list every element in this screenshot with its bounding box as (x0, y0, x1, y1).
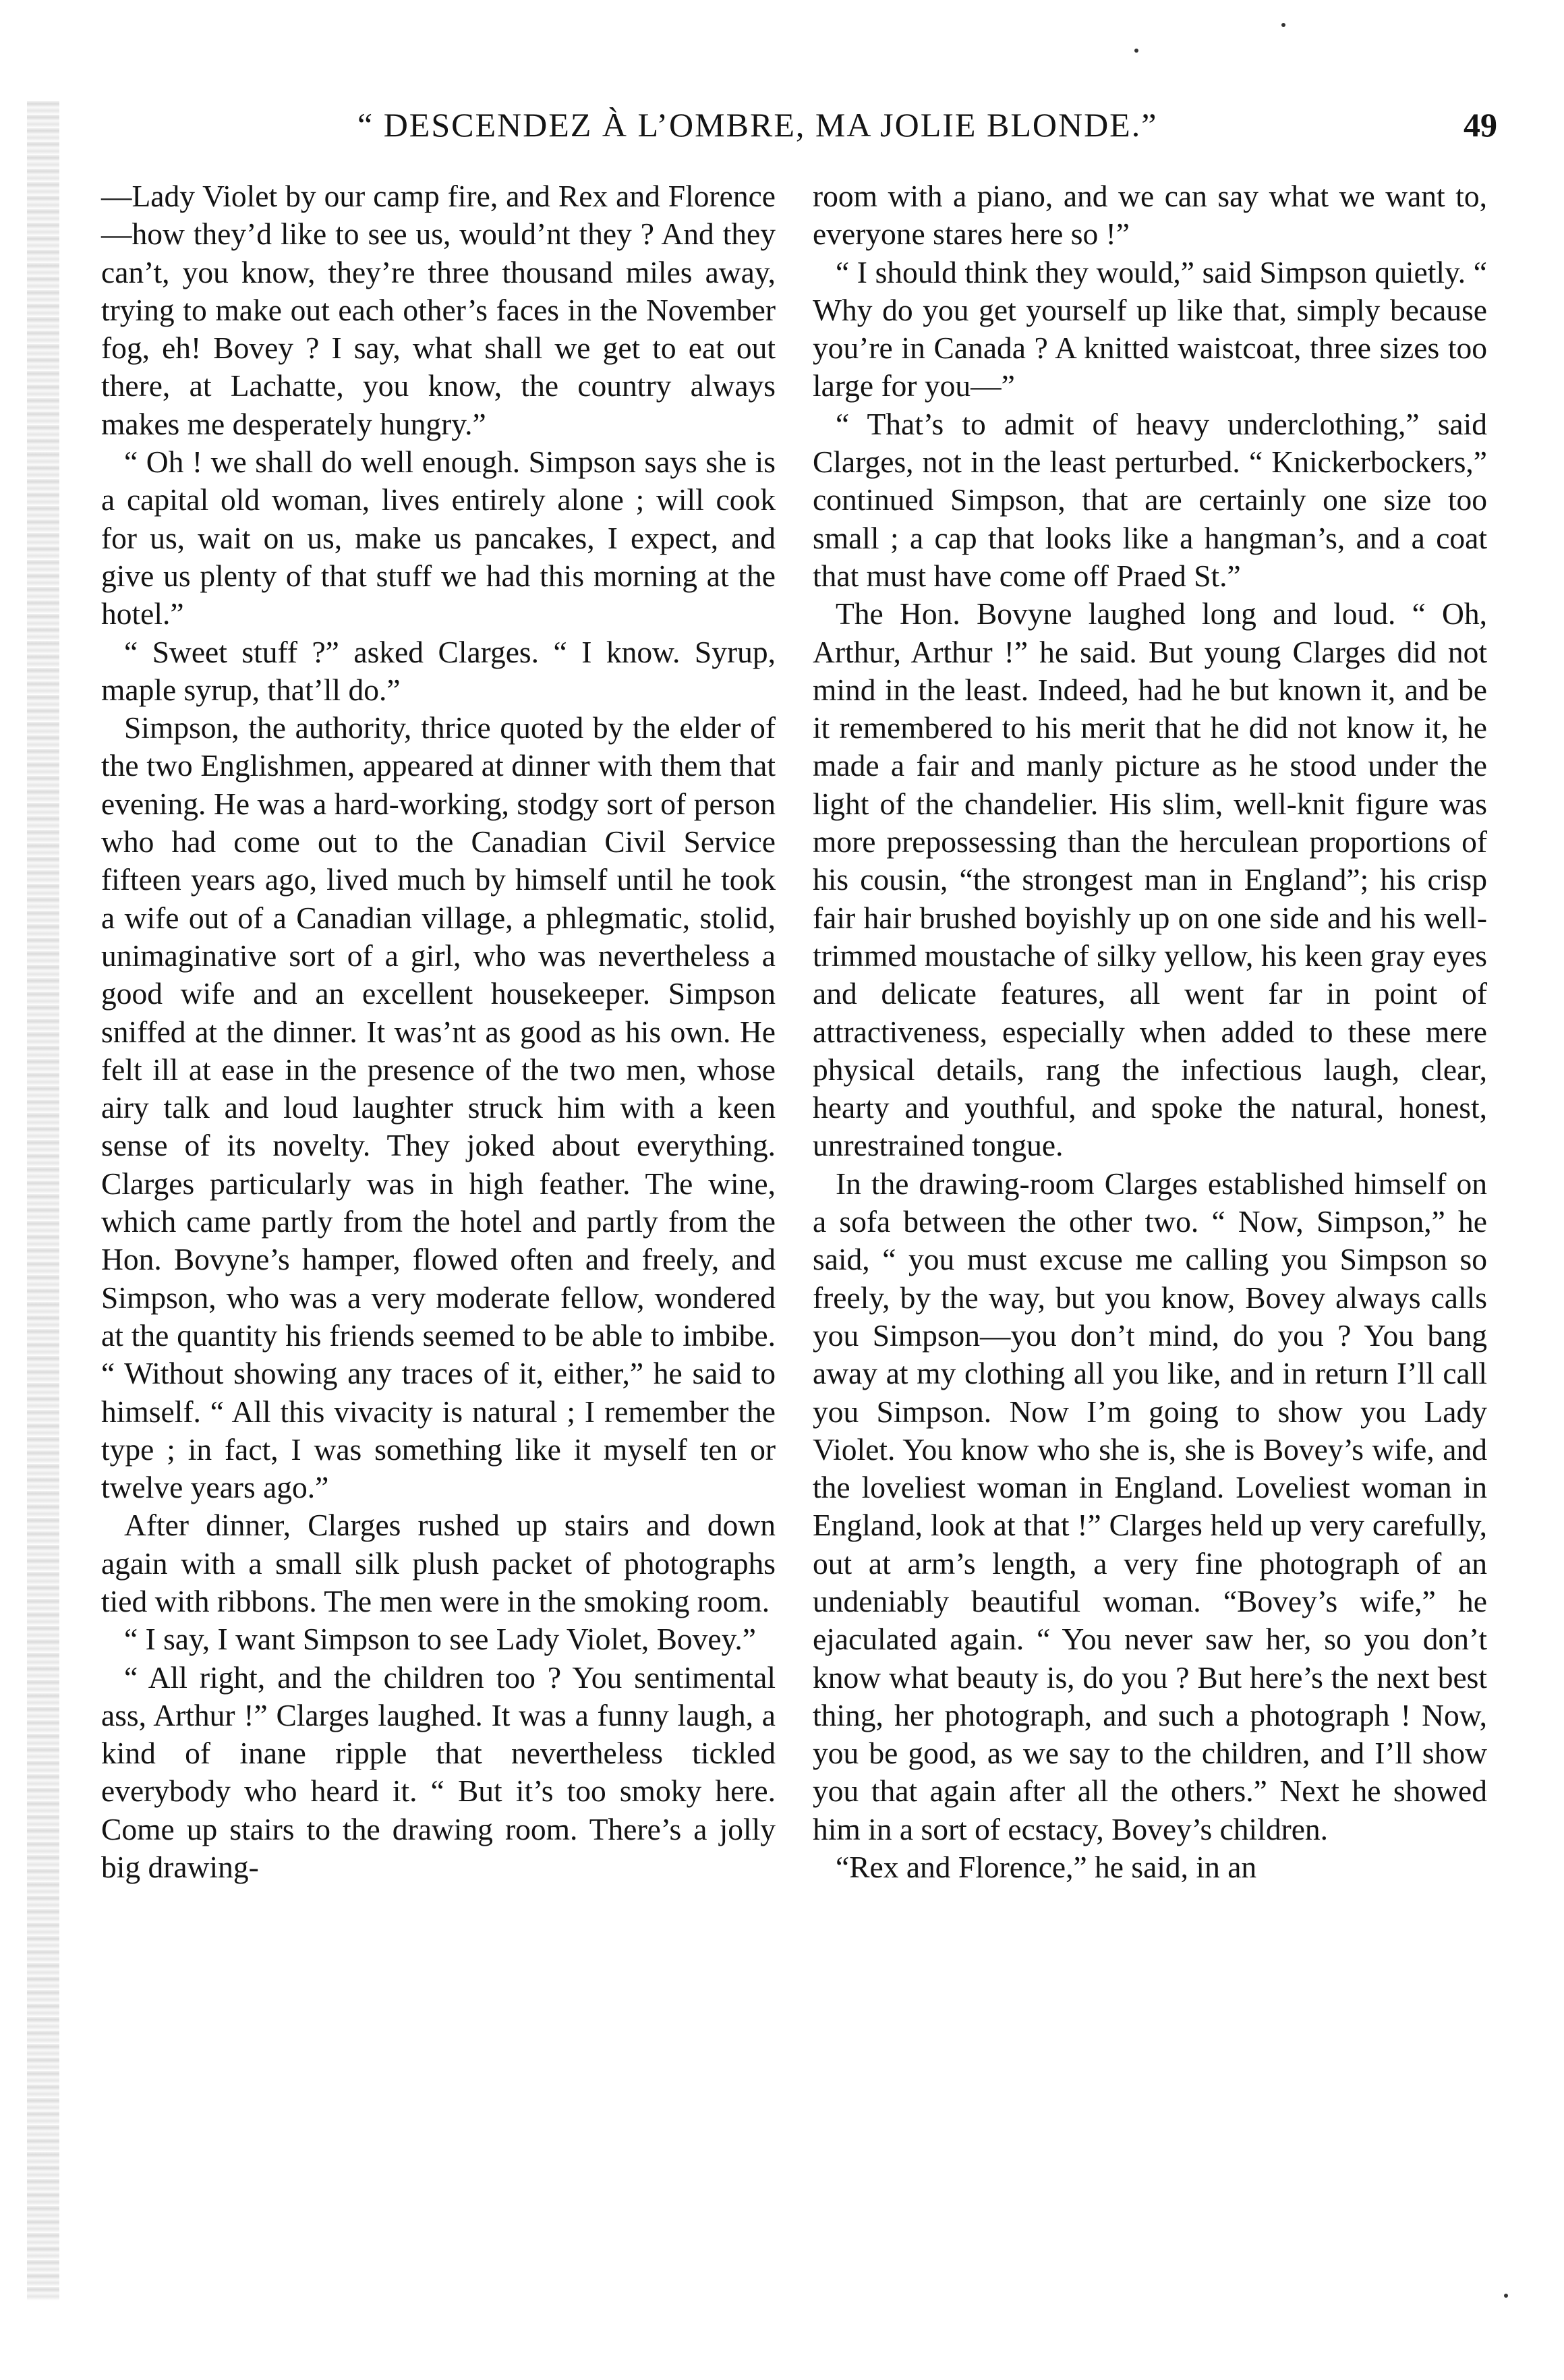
binding-edge (27, 101, 59, 2300)
paragraph: “ That’s to admit of heavy underclothing,” said Clarges, not in the least perturbed. “ Knickerbockers,” continued Simpson, that are certainly one size too small ; a cap that looks like a hangman’s, and a coat that must have come off Praed St.” (813, 406, 1487, 593)
left-column (101, 177, 776, 1886)
page-header (270, 94, 1497, 155)
ink-speck (1134, 49, 1138, 53)
running-title: “ DESCENDEZ À L’OMBRE, MA JOLIE BLONDE.” (357, 106, 1158, 144)
paragraph: Simpson, the authority, thrice quoted by the elder of the two Englishmen, appeared at dinner with them that evening. He was a hard-working, stodgy sort of person who had come out to the Canadian Civil Service fifteen years ago, lived much by himself until he took a wife out of a Canadian village, a phlegmatic, stolid, unimaginative sort of a girl, who was nevertheless a good wife and an excellent housekeeper. Simpson sniffed at the dinner. It was’nt as good as his own. He felt ill at ease in the presence of the two men, whose airy talk and loud laughter struck him with a keen sense of its novelty. They joked about everything. Clarges particularly was in high feather. The wine, which came partly from the hotel and partly from the Hon. Bovyne’s hamper, flowed often and freely, and Simpson, who was a very moderate fellow, wondered at the quantity his friends seemed to be able to imbibe. “ Without showing any traces of it, either,” he said to himself. “ All this vivacity is natural ; I remember the type ; in fact, I was something like it myself ten or twelve years ago.” (101, 710, 776, 1505)
ink-speck (1281, 23, 1285, 27)
paragraph: “ Sweet stuff ?” asked Clarges. “ I know. Syrup, maple syrup, that’ll do.” (101, 634, 776, 707)
page-number: 49 (1464, 106, 1497, 144)
paragraph: In the drawing-room Clarges established himself on a sofa between the other two. “ Now, Simpson,” he said, “ you must excuse me calling you Simpson so freely, by the way, but you know, Bovey always calls you Simpson—you don’t mind, do you ? You bang away at my clothing all you like, and in return I’ll call you Simpson. Now I’m going to show you Lady Violet. You know who she is, she is Bovey’s wife, and the loveliest woman in England. Loveliest woman in England, look at that !” Clarges held up very carefully, out at arm’s length, a very fine photograph of an undeniably beautiful woman. “Bovey’s wife,” he ejaculated again. “ You never saw her, so you don’t know what beauty is, do you ? But here’s the next best thing, her photograph, and such a photograph ! Now, you be good, as we say to the children, and I’ll show you that again after all the others.” Next he showed him in a sort of ecstacy, Bovey’s children. (813, 1166, 1487, 1846)
paragraph: —Lady Violet by our camp fire, and Rex and Florence—how they’d like to see us, would’nt they ? And they can’t, you know, they’re three thousand miles away, trying to make out each other’s faces in the November fog, eh! Bovey ? I say, what shall we get to eat out there, at Lachatte, you know, the country always makes me desperately hungry.” (101, 179, 776, 441)
paragraph: “Rex and Florence,” he said, in an (836, 1850, 1257, 1885)
paragraph: After dinner, Clarges rushed up stairs and down again with a small silk plush packet of photographs tied with ribbons. The men were in the smoking room. (101, 1508, 776, 1618)
right-column (813, 177, 1487, 1886)
paragraph: “ All right, and the children too ? You sentimental ass, Arthur !” Clarges laughed. It was a funny laugh, a kind of inane ripple that nevertheless tickled everybody who heard it. “ But it’s too smoky here. Come up stairs to the drawing room. There’s a jolly big drawing- (101, 1660, 776, 1885)
paragraph: room with a piano, and we can say what we want to, everyone stares here so !” (813, 179, 1487, 252)
paragraph: “ I should think they would,” said Simpson quietly. “ Why do you get yourself up like that, simply because you’re in Canada ? A knitted waistcoat, three sizes too large for you—” (813, 254, 1487, 403)
ink-speck (1504, 2294, 1508, 2298)
paragraph: The Hon. Bovyne laughed long and loud. “ Oh, Arthur, Arthur !” he said. But young Clarges did not mind in the least. Indeed, had he but known it, and be it remembered to his merit that he did not know it, he made a fair and manly picture as he stood under the light of the chandelier. His slim, well-knit figure was more prepossessing than the herculean proportions of his cousin, “the strongest man in England”; his crisp fair hair brushed boyishly up on one side and his well-trimmed moustache of silky yellow, his keen gray eyes and delicate features, all went far in point of attractiveness, especially when added to these mere physical details, rang the infectious laugh, clear, hearty and youthful, and spoke the natural, honest, unrestrained tongue. (813, 596, 1487, 1163)
paragraph: “ Oh ! we shall do well enough. Simpson says she is a capital old woman, lives entirely alone ; will cook for us, wait on us, make us pancakes, I expect, and give us plenty of that stuff we had this morning at the hotel.” (101, 445, 776, 631)
paragraph: “ I say, I want Simpson to see Lady Violet, Bovey.” (124, 1622, 756, 1657)
